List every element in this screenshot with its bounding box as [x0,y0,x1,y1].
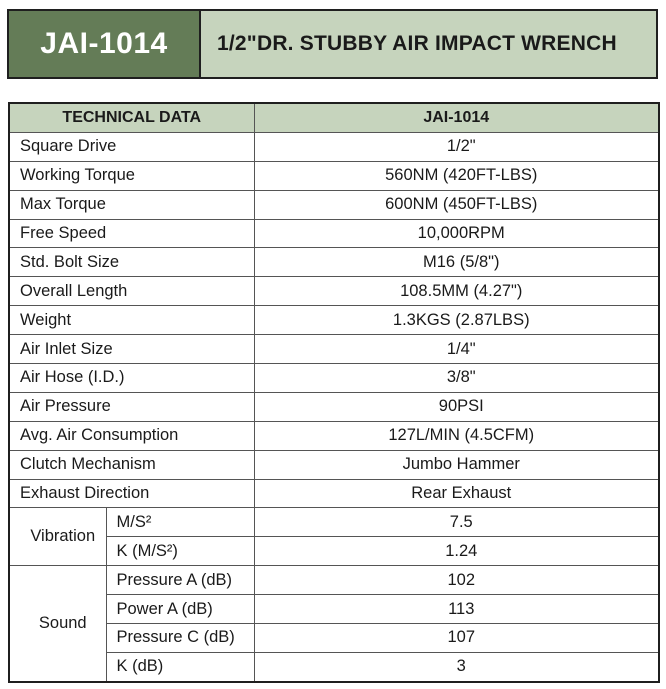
spec-sublabel: Pressure A (dB) [106,566,254,595]
spec-value: 1.24 [254,537,659,566]
table-row [9,219,659,248]
table-row [9,132,659,161]
table-row [9,248,659,277]
table-row [9,595,659,624]
table-row [9,508,659,537]
spec-value: 1/4" [254,335,659,364]
column-header-technical-data: TECHNICAL DATA [9,103,254,132]
spec-value: 600NM (450FT-LBS) [254,190,659,219]
vibration-group-label: Vibration [9,508,106,566]
spec-value: 108.5MM (4.27") [254,277,659,306]
spec-label: Exhaust Direction [9,479,254,508]
technical-data-table [8,102,660,683]
spec-label: Clutch Mechanism [9,450,254,479]
table-row [9,364,659,393]
table-row [9,392,659,421]
spec-value: 127L/MIN (4.5CFM) [254,421,659,450]
spec-label: Working Torque [9,161,254,190]
spec-value: 107 [254,624,659,653]
spec-label: Avg. Air Consumption [9,421,254,450]
table-row [9,421,659,450]
table-row [9,652,659,681]
sound-group-label: Sound [9,566,106,682]
spec-label: Weight [9,306,254,335]
spec-value: 1/2" [254,132,659,161]
spec-value: 102 [254,566,659,595]
table-row [9,537,659,566]
spec-sublabel: K (M/S²) [106,537,254,566]
spec-sublabel: Power A (dB) [106,595,254,624]
spec-label: Max Torque [9,190,254,219]
spec-value: 560NM (420FT-LBS) [254,161,659,190]
spec-sublabel: K (dB) [106,652,254,681]
spec-value: 7.5 [254,508,659,537]
spec-value: 3 [254,652,659,681]
spec-value: 90PSI [254,392,659,421]
spec-label: Air Pressure [9,392,254,421]
table-row [9,306,659,335]
spec-value: Rear Exhaust [254,479,659,508]
product-title: 1/2"DR. STUBBY AIR IMPACT WRENCH [199,11,656,77]
spec-label: Air Inlet Size [9,335,254,364]
spec-value: 113 [254,595,659,624]
spec-value: Jumbo Hammer [254,450,659,479]
spec-label: Square Drive [9,132,254,161]
table-row [9,335,659,364]
table-row [9,624,659,653]
spec-label: Std. Bolt Size [9,248,254,277]
spec-value: 1.3KGS (2.87LBS) [254,306,659,335]
spec-label: Overall Length [9,277,254,306]
spec-sublabel: Pressure C (dB) [106,624,254,653]
spec-value: 3/8" [254,364,659,393]
spec-value: M16 (5/8") [254,248,659,277]
spec-label: Air Hose (I.D.) [9,364,254,393]
table-row [9,450,659,479]
spec-sublabel: M/S² [106,508,254,537]
spec-label: Free Speed [9,219,254,248]
table-row [9,161,659,190]
column-header-model: JAI-1014 [254,103,659,132]
spec-value: 10,000RPM [254,219,659,248]
product-header [7,9,658,79]
table-row [9,277,659,306]
model-number: JAI-1014 [9,11,199,77]
table-row [9,566,659,595]
table-row [9,479,659,508]
table-row [9,190,659,219]
table-header-row [9,103,659,132]
